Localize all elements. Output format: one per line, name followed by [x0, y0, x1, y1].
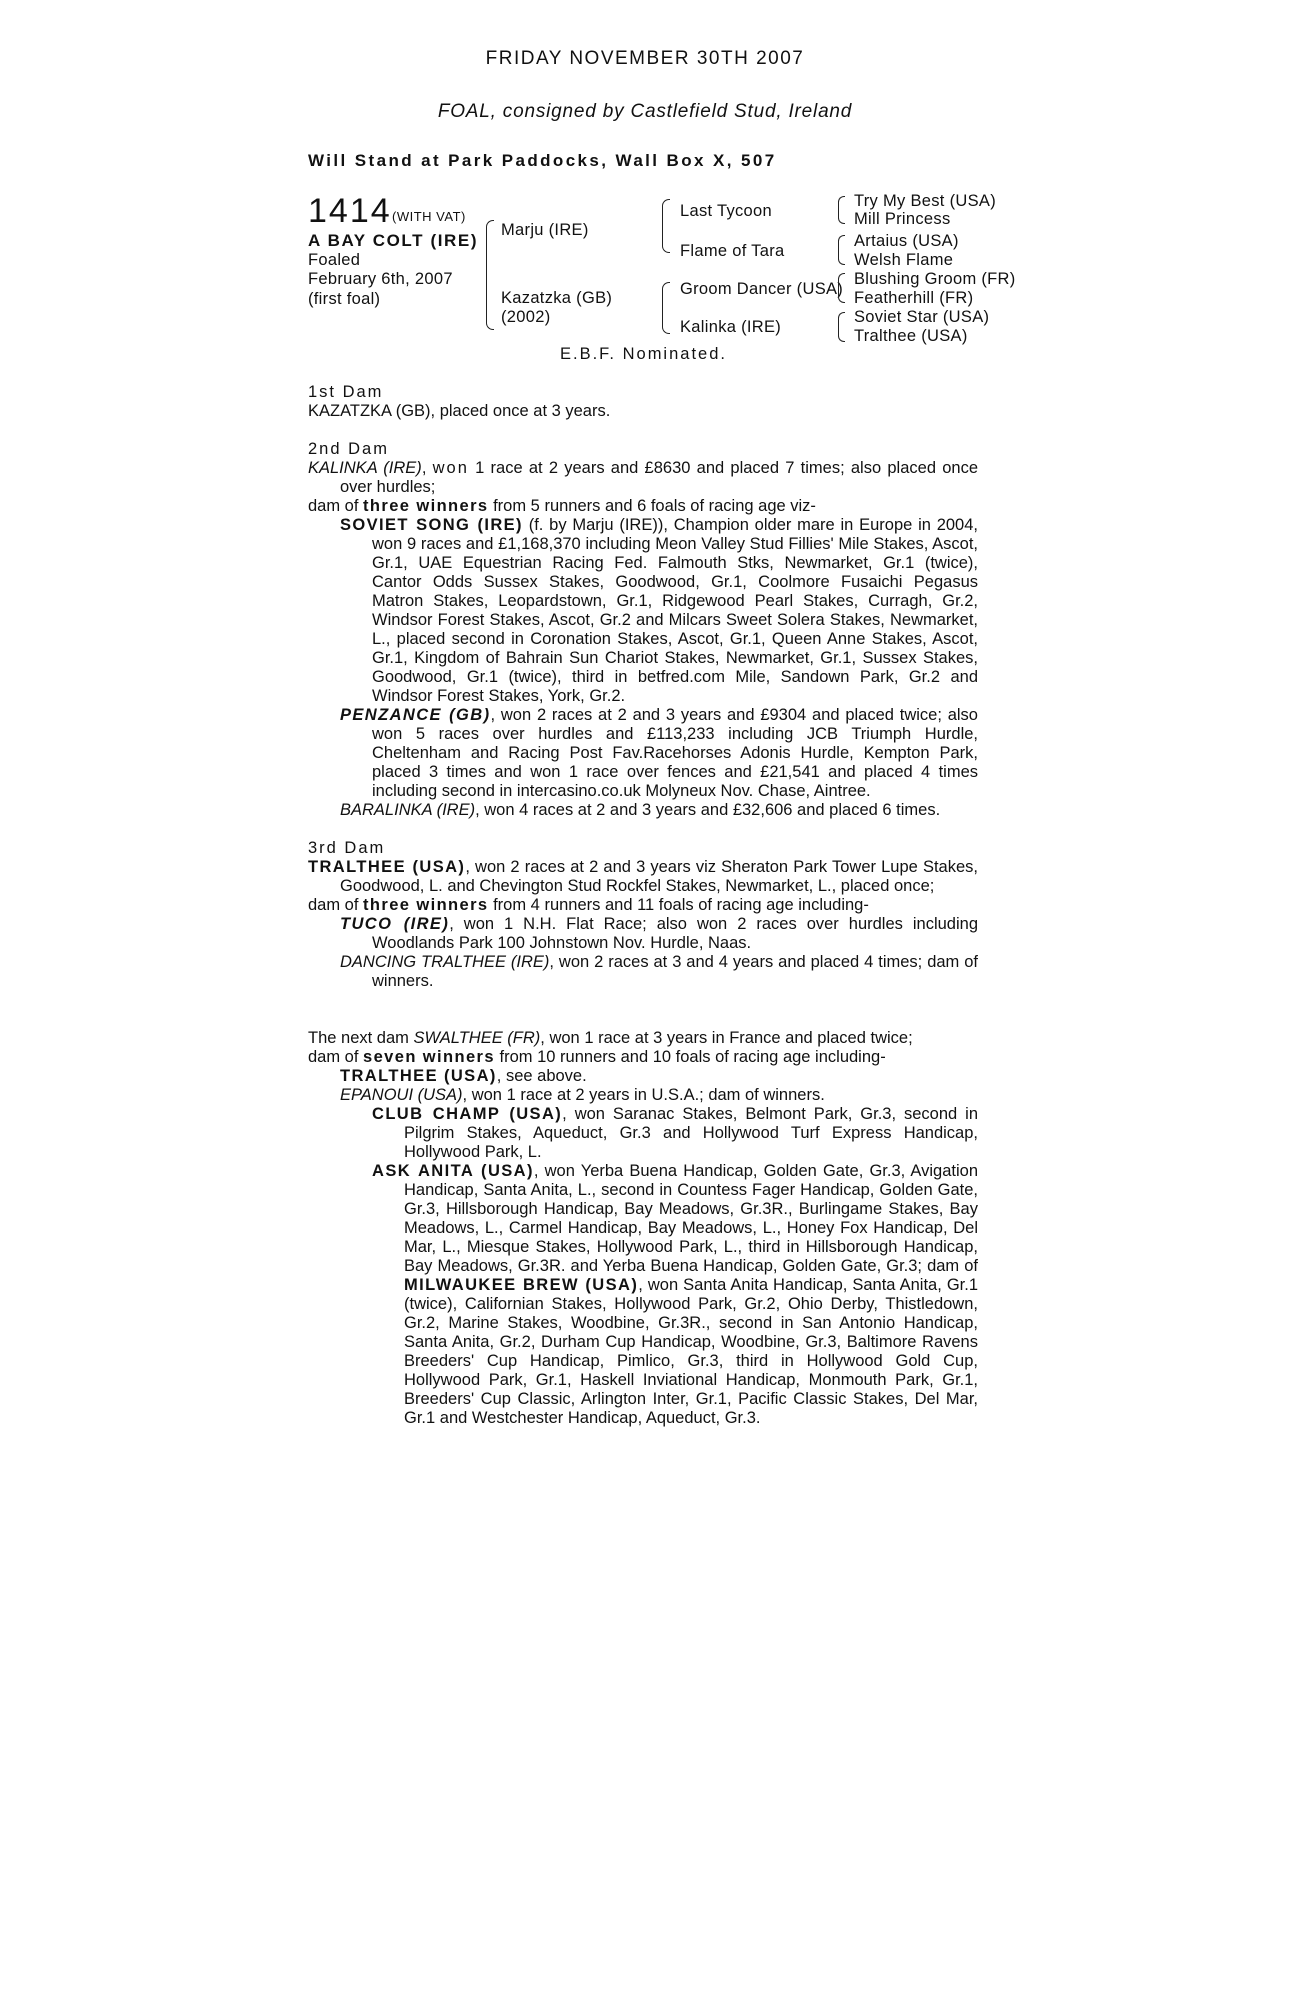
offspring-entry — [308, 1067, 978, 1086]
offspring-entry — [308, 706, 978, 801]
dd-dam: Tralthee (USA) — [854, 327, 968, 345]
lot-vat: (WITH VAT) — [392, 209, 466, 224]
offspring-name: BARALINKA (IRE) — [340, 801, 476, 819]
ss-sire: Try My Best (USA) — [854, 192, 996, 210]
grand-offspring-entry — [308, 1105, 978, 1162]
stand-location: Will Stand at Park Paddocks, Wall Box X, 507 — [308, 151, 777, 170]
dam-of-prefix: dam of — [308, 497, 364, 515]
next-dam-name: SWALTHEE (FR) — [413, 1029, 541, 1047]
offspring-text: , won Saranac Stakes, Belmont Park, Gr.3, second in Pilgrim Stakes, Aqueduct, Gr.3 and Hollywood Turf Express Handicap, Hollywood Park, L. — [404, 1105, 978, 1161]
foaled-label: Foaled — [308, 251, 361, 269]
pedigree-brace-sd — [838, 235, 845, 265]
third-dam-name: TRALTHEE (USA) — [308, 858, 466, 876]
next-dam-record-text: , won 1 race at 3 years in France and placed twice; — [540, 1029, 913, 1047]
pedigree-brace-dam — [662, 282, 670, 334]
offspring-text: , see above. — [496, 1067, 587, 1085]
dam-of-suffix: from 4 runners and 11 foals of racing age including- — [488, 896, 869, 914]
offspring-text: (f. by Marju (IRE)), Champion older mare in Europe in 2004, won 9 races and £1,168,370 including Meon Valley Stud Fillies' Mile Stakes, Ascot, Gr.1, UAE Equestrian Racing Fed. Falmouth Stks, Newmarket, Gr.1 (twice), Cantor Odds Sussex Stakes, Goodwood, Gr.1, Coolmore Fusaichi Pegasus Matron Stakes, Leopardstown, Gr.1, Ridgewood Pearl Stakes, Curragh, Gr.2, Windsor Forest Stakes, Ascot, Gr.2 and Milcars Sweet Solera Stakes, Newmarket, L., placed second in Coronation Stakes, Ascot, Gr.1, Queen Anne Stakes, Ascot, Gr.1, Kingdom of Bahrain Sun Chariot Stakes, Newmarket, Gr.1, Sussex Stakes, Goodwood, Gr.1 (twice), third in betfred.com Mile, Sandown Park, Gr.2 and Windsor Forest Stakes, York, Gr.2. — [372, 516, 978, 705]
second-dam-won: won — [432, 459, 469, 477]
pedigree-brace-dd — [838, 312, 845, 342]
next-dam-prefix: The next dam — [308, 1029, 414, 1047]
pedigree-brace-ds — [838, 273, 845, 303]
dam-of-dam: Kalinka (IRE) — [680, 318, 782, 336]
sd-sire: Artaius (USA) — [854, 232, 959, 250]
ds-dam: Featherhill (FR) — [854, 289, 974, 307]
offspring-name: TUCO (IRE) — [340, 915, 450, 933]
offspring-text: , won 1 N.H. Flat Race; also won 2 races over hurdles including Woodlands Park 100 Johnstown Nov. Hurdle, Naas. — [372, 915, 978, 952]
pedigree-brace-gen1 — [486, 220, 494, 330]
second-dam-record: KALINKA (IRE), won 1 race at 2 years and £8630 and placed 7 times; also placed once over hurdles; — [308, 459, 979, 496]
offspring-entry — [308, 915, 978, 953]
dam-year: (2002) — [501, 308, 551, 326]
offspring-text: , won 1 race at 2 years in U.S.A.; dam of winners. — [462, 1086, 825, 1104]
foaled-date: February 6th, 2007 — [308, 270, 453, 288]
offspring-entry — [308, 801, 978, 820]
offspring-entry — [308, 1086, 978, 1105]
dam-of-prefix: dam of — [308, 896, 364, 914]
pedigree-notes — [308, 383, 978, 1428]
dam-of-suffix: from 10 runners and 10 foals of racing age including- — [494, 1048, 886, 1066]
offspring-name: ASK ANITA (USA) — [372, 1162, 534, 1180]
offspring-text: , won 2 races at 2 and 3 years and £9304 and placed twice; also won 5 races over hurdles and £113,233 including JCB Triumph Hurdle, Cheltenham and Racing Post Fav.Racehorses Adonis Hurdle, Kempton Park, placed 3 times and won 1 race over fences and £21,541 and placed 4 times including second in intercasino.co.uk Molyneux Nov. Chase, Aintree. — [372, 706, 978, 800]
consignor-line: FOAL, consigned by Castlefield Stud, Ireland — [437, 101, 853, 122]
third-dam-heading: 3rd Dam — [308, 839, 386, 857]
first-dam-text: KAZATZKA (GB), placed once at 3 years. — [308, 402, 611, 420]
offspring-entry — [308, 516, 978, 706]
offspring-name: MILWAUKEE BREW (USA) — [404, 1276, 639, 1294]
lot-name: A BAY COLT (IRE) — [308, 231, 479, 250]
offspring-text: , won 4 races at 2 and 3 years and £32,606 and placed 6 times. — [475, 801, 941, 819]
dam-of-winners: seven winners — [363, 1048, 495, 1066]
sire-of-dam: Groom Dancer (USA) — [680, 280, 844, 298]
offspring-entry — [308, 953, 978, 991]
dd-sire: Soviet Star (USA) — [854, 308, 990, 326]
second-dam-heading: 2nd Dam — [308, 440, 389, 458]
dam-of-winners: three winners — [363, 497, 489, 515]
dam-of-winners: three winners — [363, 896, 489, 914]
second-dam-produce — [308, 497, 978, 516]
ds-sire: Blushing Groom (FR) — [854, 270, 1016, 288]
second-dam-name: KALINKA (IRE) — [308, 459, 422, 477]
grand-offspring-entry — [308, 1162, 978, 1428]
offspring-name: PENZANCE (GB) — [340, 706, 491, 724]
third-dam-record — [308, 858, 978, 896]
lot-number: 1414 — [308, 192, 392, 230]
third-dam-record-text: , won 2 races at 2 and 3 years viz Sheraton Park Tower Lupe Stakes, Goodwood, L. and Chevington Stud Rockfel Stakes, Newmarket, L., placed once; — [340, 858, 978, 895]
next-dam-record — [308, 1029, 978, 1048]
pedigree-brace-sire — [662, 199, 670, 253]
sire-of-sire: Last Tycoon — [680, 202, 772, 220]
pedigree-brace-ss — [838, 196, 845, 224]
first-foal-note: (first foal) — [308, 290, 381, 308]
offspring-name: CLUB CHAMP (USA) — [372, 1105, 563, 1123]
offspring-text: , won Santa Anita Handicap, Santa Anita, Gr.1 (twice), Californian Stakes, Hollywood Park, Gr.2, Ohio Derby, Thistledown, Gr.2, Marine Stakes, Woodbine, Gr.3R., second in San Antonio Handicap, Santa Anita, Gr.2, Durham Cup Handicap, Woodbine, Gr.3, Baltimore Ravens Breeders' Cup Handicap, Pimlico, Gr.3, third in Hollywood Gold Cup, Hollywood Park, Gr.1, Haskell Inviational Handicap, Monmouth Park, Gr.1, Breeders' Cup Classic, Arlington Inter, Gr.1, Pacific Classic Stakes, Del Mar, Gr.1 and Westchester Handicap, Aqueduct, Gr.3. — [404, 1276, 979, 1427]
dam-of-prefix: dam of — [308, 1048, 364, 1066]
dam: Kazatzka (GB) — [501, 289, 613, 307]
third-dam-produce — [308, 896, 978, 915]
offspring-name: DANCING TRALTHEE (IRE) — [340, 953, 550, 971]
dam-of-sire: Flame of Tara — [680, 242, 785, 260]
ebf-nomination: E.B.F. Nominated. — [560, 345, 727, 363]
first-dam-heading: 1st Dam — [308, 383, 384, 401]
dam-of-suffix: from 5 runners and 6 foals of racing age viz- — [488, 497, 816, 515]
sale-date: FRIDAY NOVEMBER 30TH 2007 — [485, 48, 805, 69]
offspring-name: EPANOUI (USA) — [340, 1086, 463, 1104]
next-dam-produce — [308, 1048, 978, 1067]
sire: Marju (IRE) — [501, 221, 589, 239]
sd-dam: Welsh Flame — [854, 251, 954, 269]
offspring-name: SOVIET SONG (IRE) — [340, 516, 523, 534]
second-dam-record-text: 1 race at 2 years and £8630 and placed 7 times; also placed once over hurdles; — [340, 459, 979, 496]
offspring-text: , won Yerba Buena Handicap, Golden Gate, Gr.3, Avigation Handicap, Santa Anita, L., second in Countess Fager Handicap, Golden Gate, Gr.3, Hillsborough Handicap, Bay Meadows, Gr.3R., Burlingame Stakes, Bay Meadows, L., Carmel Handicap, Bay Meadows, L., Honey Fox Handicap, Del Mar, L., Miesque Stakes, Hollywood Park, L., third in Hillsborough Handicap, Bay Meadows, Gr.3R. and Yerba Buena Handicap, Golden Gate, Gr.3; dam of — [404, 1162, 979, 1275]
offspring-text: , won 2 races at 3 and 4 years and placed 4 times; dam of winners. — [372, 953, 978, 990]
offspring-name: TRALTHEE (USA) — [340, 1067, 497, 1085]
ss-dam: Mill Princess — [854, 210, 951, 228]
